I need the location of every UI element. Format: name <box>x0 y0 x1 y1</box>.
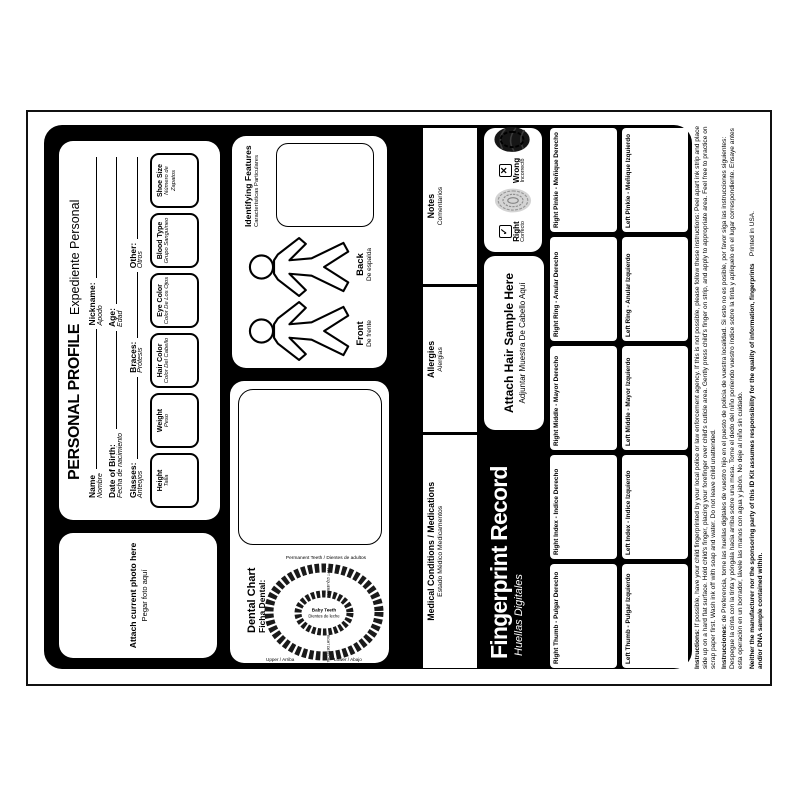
fingerprint-cell: Right Ring - Anular Derecho <box>550 237 617 341</box>
form-black-panel <box>44 125 692 669</box>
age-line <box>108 157 117 304</box>
photo-label-en: Attach current photo here <box>127 542 138 649</box>
other-label: Other: Otros <box>127 242 145 269</box>
field-row-glasses <box>129 153 145 508</box>
svg-text:LEFT IZQUIERDA: LEFT IZQUIERDA <box>326 568 330 595</box>
fingerprint-cell: Left Middle - Mayor Izquierdo <box>622 346 689 450</box>
name-label: Name Nombre <box>87 473 104 498</box>
front-figure-icon <box>248 298 354 364</box>
age-label: Age: Edad <box>107 308 125 327</box>
fingerprint-cell: Left Index - Indice Izquierdo <box>622 455 689 559</box>
fingerprint-cell: Right Thumb - Pulgar Derecho <box>550 564 617 668</box>
front-label: Front De frente <box>355 320 374 347</box>
svg-text:RIGHT DERECHA: RIGHT DERECHA <box>326 635 330 663</box>
fingerprint-cell: Right Middle - Mayor Derecho <box>550 346 617 450</box>
tooth-diagram <box>264 551 388 663</box>
identifying-features-box <box>232 136 387 368</box>
instructions-en: Instructions: If possible, have your child fingerprinted by your local police or law enforcement agency. If this is not possible, please follow these instructions: Peel apart ink strip and place side up on a hard flat surface. Hold child's finger, placing your forefinger over child's cuticle area. Gently press child's finger on strip, and apply to appropriate area. Feel free to practice on scrap paper first. Wash ink off with soap and water. Do not leave child unattended. <box>694 125 718 669</box>
dental-chart-title: Dental Chart Ficha Dental: <box>246 567 268 633</box>
identifying-features-title: Identifying Features Características Particulares <box>243 145 260 227</box>
fingerprint-cell: Left Thumb - Pulgar Izquierdo <box>622 564 689 668</box>
dob-line <box>108 331 117 429</box>
svg-text:Baby Teeth: Baby Teeth <box>311 607 337 613</box>
field-row-name <box>88 153 104 508</box>
attr-box-eye-color: Eye Color Color De Los Ojos <box>150 273 199 328</box>
figure-labels <box>356 230 374 368</box>
photo-attach-box <box>59 533 217 658</box>
instructions-es: Instrucciones: de Preferencia, tome las huellas digitales de vuestro hijo en el puesto de policía de vuestra localidad. Si esto no es posible, por favor siga las instrucciones siguientes: Despegue la cinta con la tinta y póngala hacia arriba sobre una mesa. Tome el dedo del niño poniendo vuestro índice sobre la tinta y aplíquelo en el lugar correspondiente. Ensaye antes esta operación en un borrador, lávele las manos con agua y jabón. No deje al niño sin cuidado. <box>721 128 745 669</box>
field-row-dob <box>108 153 124 508</box>
fingerprint-cell: Right Index - Indice Derecho <box>550 455 617 559</box>
liability-line: Neither the manufacturer nor the sponsoring party of this ID Kit assumes responsibility for the quality of information, fingerprints and/or DNA sample contained within. Printed in USA. <box>748 211 764 669</box>
medical-conditions-section: Medical Conditions / Medications Estado Médico Medicamentos <box>426 481 444 621</box>
back-label: Back De espalda <box>355 248 374 281</box>
allergies-section: Allergies Alergias <box>423 287 477 434</box>
fingerprint-cell: Left Ring - Anular Izquierdo <box>622 237 689 341</box>
nickname-label: Nickname: Apodo <box>87 282 104 326</box>
check-icon: ✓ <box>499 225 512 238</box>
attr-box-height: Height Talla <box>150 453 199 508</box>
good-fingerprint-icon <box>493 187 533 214</box>
personal-profile-box <box>59 141 220 520</box>
fingerprint-cell: Right Pinkie - Meñique Derecho <box>550 128 617 232</box>
glasses-line <box>129 377 138 459</box>
attr-box-weight: Weight Peso <box>150 393 199 448</box>
tooth-diagram-icon <box>264 551 388 663</box>
conditions-band <box>423 128 477 668</box>
braces-label: Braces: Prótesis <box>127 341 145 373</box>
dob-label: Date of Birth: Fecha de nacimiento <box>107 433 125 498</box>
identifying-notes-area <box>276 143 374 227</box>
printed-in-usa: Printed in USA. <box>748 211 756 257</box>
notes-section: Notes Comentarios <box>423 128 477 287</box>
hair-sample-box: Attach Hair Sample Here Adjuntar Muestra De Cabello Aquí <box>484 256 544 430</box>
id-kit-form-page <box>26 110 772 686</box>
attr-box-shoe-size: Shoe Size Número de Zapatos <box>150 153 199 208</box>
fingerprint-record-title: Fingerprint Record Huellas Digitales <box>486 466 525 659</box>
photo-label-es: Pegar foto aquí <box>139 569 149 622</box>
dental-notes-area <box>238 389 382 545</box>
attr-box-blood-type: Blood Type Grupo Sanguíneo <box>150 213 199 268</box>
right-example: ✓ Right Correcto <box>493 187 533 248</box>
nickname-line <box>88 157 97 278</box>
title-es: Expediente Personal <box>68 199 82 315</box>
dental-chart-box <box>230 381 389 663</box>
svg-text:Dientes de leche: Dientes de leche <box>308 613 340 619</box>
back-figure-icon <box>248 234 354 300</box>
cross-icon: ✕ <box>499 164 512 177</box>
svg-text:Upper / Arriba: Upper / Arriba <box>266 657 295 662</box>
body-figures <box>248 234 354 364</box>
glasses-label: Glasses: Anteojos <box>127 462 145 498</box>
title-en: PERSONAL PROFILE <box>66 324 83 480</box>
fingerprint-cell: Left Pinkie - Meñique Izquierdo <box>622 128 689 232</box>
braces-line <box>129 272 138 337</box>
smudged-fingerprint-icon <box>493 126 533 153</box>
name-line <box>88 329 97 469</box>
svg-text:Lower / Abajo: Lower / Abajo <box>334 657 362 662</box>
other-line <box>129 157 138 239</box>
personal-profile-title <box>66 153 84 508</box>
attr-box-hair-color: Hair Color Color Del Cabello <box>150 333 199 388</box>
svg-text:Permanent Teeth / Dientes de a: Permanent Teeth / Dientes de adultos <box>285 556 367 561</box>
right-wrong-example-box <box>484 128 542 252</box>
fingerprint-grid <box>550 128 688 668</box>
instructions-block <box>694 123 765 669</box>
attributes-row <box>150 153 199 508</box>
wrong-example: ✕ Wrong Incorrecto <box>493 126 533 187</box>
